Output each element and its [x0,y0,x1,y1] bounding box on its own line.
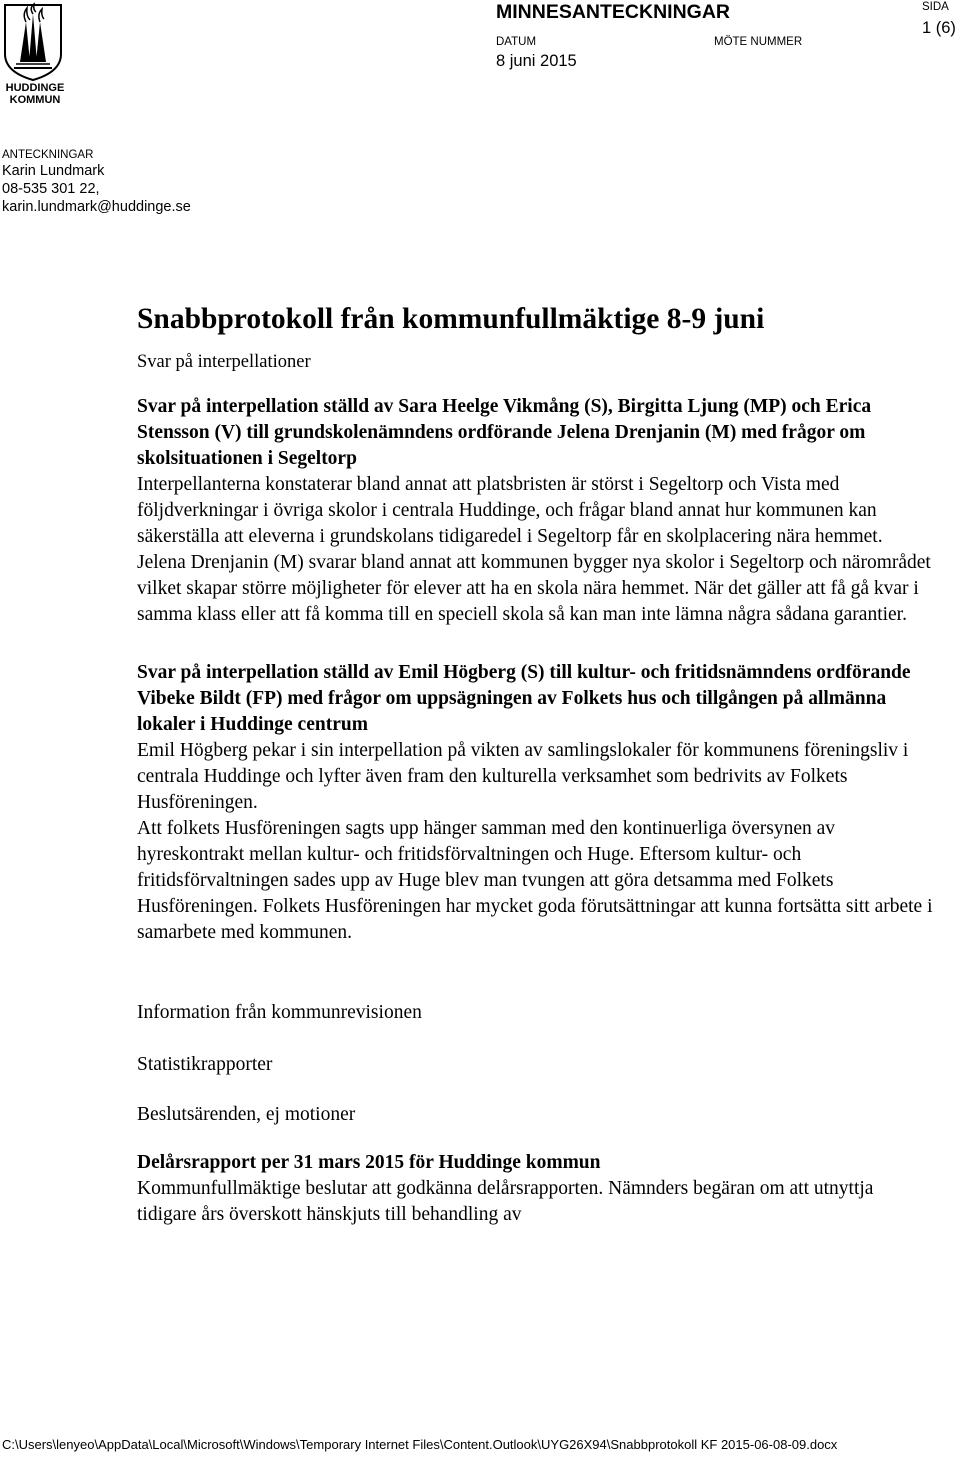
logo-name-line2: KOMMUN [9,94,61,106]
main-content [137,302,937,1228]
section-heading-revision: Information från kommunrevisionen [137,1002,422,1023]
interpellation-1-heading: Svar på interpellation ställd av Sara Heelge Vikmång (S), Birgitta Ljung (MP) och Erica Stensson (V) till grundskolenämndens ordförande Jelena Drenjanin (M) med frågor om skolsituationen i Segeltorp [137,396,872,469]
document-type: MINNESANTECKNINGAR [496,1,730,23]
contact-name: Karin Lundmark [2,163,105,179]
interpellation-1-para-2: Jelena Drenjanin (M) svarar bland annat att kommunen bygger nya skolor i Segeltorp och närområdet vilket skapar större möjligheter för elever att ha en skola nära hemmet. När det gäller att få gå kvar i samma klass eller att få komma till en speciell skola så kan man inte lämna några sådana garantier. [137,552,931,625]
section-subtitle-interpellations: Svar på interpellationer [137,352,311,372]
contact-label: ANTECKNINGAR [2,149,94,161]
page-label: SIDA [922,1,949,13]
page-number: 1 (6) [922,19,956,37]
section-heading-decisions: Beslutsärenden, ej motioner [137,1104,356,1125]
contact-email: karin.lundmark@huddinge.se [2,199,191,215]
huddinge-kommun-logo [2,2,64,106]
meeting-number-label: MÖTE NUMMER [714,36,803,48]
municipal-coat-of-arms-icon [2,2,64,82]
delarsrapport-heading: Delårsrapport per 31 mars 2015 för Huddinge kommun [137,1152,601,1173]
interpellation-2-heading: Svar på interpellation ställd av Emil Högberg (S) till kultur- och fritidsnämndens ordförande Vibeke Bildt (FP) med frågor om uppsägningen av Folkets hus och tillgången på allmänna lokaler i Huddinge centrum [137,662,911,735]
interpellation-2-para-1: Emil Högberg pekar i sin interpellation på vikten av samlingslokaler för kommunens föreningsliv i centrala Huddinge och lyfter även fram den kulturella verksamhet som bedrivits av Folkets Husföreningen. [137,740,909,813]
page-title: Snabbprotokoll från kommunfullmäktige 8-9 juni [137,303,765,335]
interpellation-1 [137,394,937,628]
contact-block [2,148,191,216]
delarsrapport-text: Kommunfullmäktige beslutar att godkänna delårsrapporten. Nämnders begäran om att utnyttja tidigare års överskott hänskjuts till behandling av [137,1178,874,1225]
interpellation-1-para-1: Interpellanterna konstaterar bland annat att platsbristen är störst i Segeltorp och Vista med följdverkningar i övriga skolor i centrala Huddinge, och frågar bland annat hur kommunen kan säkerställa att eleverna i grundskolans tidigaredel i Segeltorp får en skolplacering nära hemmet. [137,474,883,547]
contact-phone: 08-535 301 22, [2,181,100,197]
date-label: DATUM [496,36,537,48]
section-heading-statistics: Statistikrapporter [137,1054,273,1075]
logo-name-line1: HUDDINGE [5,82,65,94]
file-path-footer: C:\Users\lenyeo\AppData\Local\Microsoft\Windows\Temporary Internet Files\Content.Outlook\UYG26X94\Snabbprotokoll KF 2015-06-08-09.docx [2,1437,838,1452]
date-value: 8 juni 2015 [496,52,577,70]
delarsrapport [137,1150,937,1228]
interpellation-2-para-2: Att folkets Husföreningen sagts upp hänger samman med den kontinuerliga översynen av hyreskontrakt mellan kultur- och fritidsförvaltningen och Huge. Eftersom kultur- och fritidsförvaltningen sades upp av Huge blev man tvungen att göra detsamma med Folkets Husföreningen. Folkets Husföreningen har mycket goda förutsättningar att kunna fortsätta sitt arbete i samarbete med kommunen. [137,818,933,943]
interpellation-2 [137,660,937,946]
